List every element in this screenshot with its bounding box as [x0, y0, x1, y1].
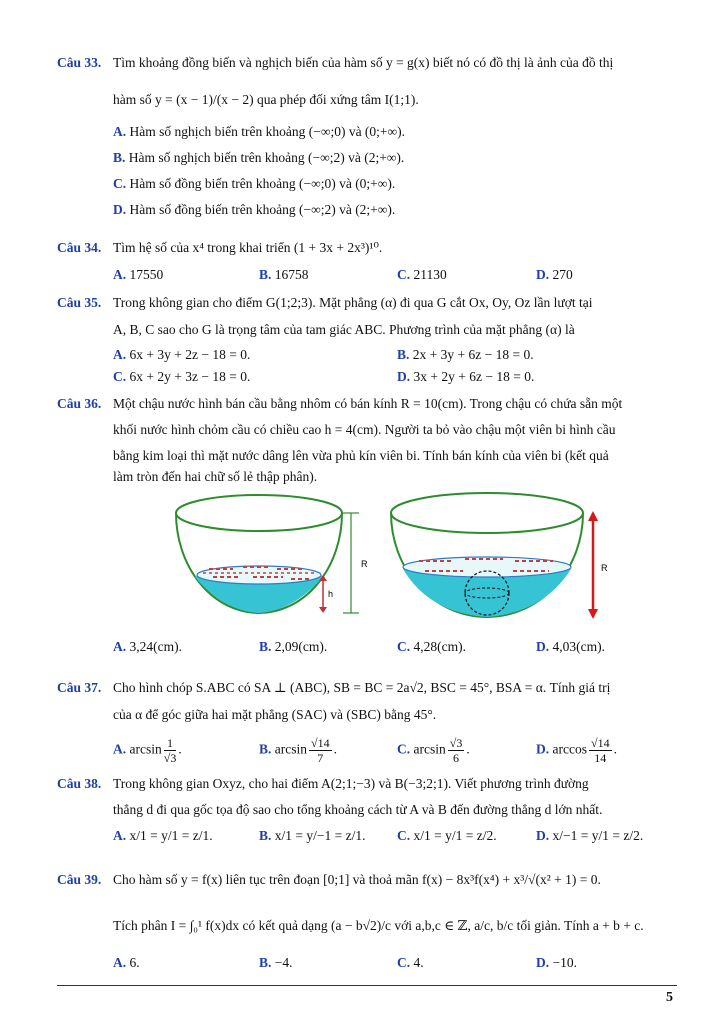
question-text: Trong không gian Oxyz, cho hai điểm A(2;1;−3) và B(−3;2;1). Viết phương trình đường	[113, 776, 589, 791]
option-b[interactable]: B. x/1 = y/−1 = z/1.	[259, 828, 366, 843]
question-label: Câu 35.	[57, 295, 102, 310]
label-h: h	[328, 589, 334, 599]
question-text: Tìm hệ số của x⁴ trong khai triển (1 + 3x + 2x³)¹⁰.	[113, 240, 383, 255]
option-d[interactable]: D. 4,03(cm).	[536, 639, 605, 654]
option-a[interactable]: A. 6x + 3y + 2z − 18 = 0.	[113, 347, 251, 362]
footer-divider	[57, 985, 677, 986]
question-text: thẳng d đi qua gốc tọa độ sao cho tổng khoảng cách từ A và B đến đường thẳng d lớn nhất.	[113, 802, 603, 817]
question-label: Câu 38.	[57, 776, 102, 791]
question-label: Câu 39.	[57, 872, 102, 887]
option-b[interactable]: B. 2,09(cm).	[259, 639, 328, 654]
question-text: Trong không gian cho điểm G(1;2;3). Mặt phẳng (α) đi qua G cắt Ox, Oy, Oz lần lượt tại	[113, 295, 593, 310]
option-d[interactable]: D. arccos $\frac{√14}{14}$ .	[536, 736, 617, 765]
option-a[interactable]: A. 17550	[113, 267, 164, 282]
question-text: khối nước hình chỏm cầu có chiều cao h = 4(cm). Người ta bỏ vào chậu một viên bi hình cầu	[113, 422, 616, 437]
question-text: bằng kim loại thì mặt nước dâng lên vừa phủ kín viên bi. Tính bán kính của viên bi (kết quả	[113, 448, 609, 463]
question-text: Tìm khoảng đồng biến và nghịch biến của hàm số y = g(x) biết nó có đồ thị là ảnh của đồ thị	[113, 55, 614, 70]
hemisphere-figure	[173, 489, 703, 629]
option-c[interactable]: C. x/1 = y/1 = z/2.	[397, 828, 497, 843]
option-c[interactable]: C. 6x + 2y + 3z − 18 = 0.	[113, 369, 251, 384]
question-text: Cho hàm số y = f(x) liên tục trên đoạn [0;1] và thoả mãn f(x) − 8x³f(x⁴) + x³/√(x² + 1) = 0.	[113, 872, 601, 887]
option-c[interactable]: C. 21130	[397, 267, 447, 282]
option-b[interactable]: B. 16758	[259, 267, 309, 282]
question-label: Câu 36.	[57, 396, 102, 411]
option-a[interactable]: A. Hàm số nghịch biến trên khoảng (−∞;0) và (0;+∞).	[113, 124, 406, 139]
option-a[interactable]: A. 3,24(cm).	[113, 639, 182, 654]
label-R-left: R	[361, 559, 368, 569]
option-a[interactable]: A. x/1 = y/1 = z/1.	[113, 828, 213, 843]
label-R-right: R	[601, 563, 608, 573]
option-b[interactable]: B. −4.	[259, 955, 293, 970]
question-text: làm tròn đến hai chữ số lẻ thập phân).	[113, 469, 318, 484]
option-c[interactable]: C. arcsin $\frac{√3}{6}$ .	[397, 736, 470, 765]
question-text: Tích phân I = ∫₀¹ f(x)dx có kết quả dạng (a − b√2)/c với a,b,c ∈ ℤ, a/c, b/c tối giản. Tính a + b + c.	[113, 918, 644, 933]
question-label: Câu 37.	[57, 680, 102, 695]
option-c[interactable]: C. Hàm số đồng biến trên khoảng (−∞;0) và (0;+∞).	[113, 176, 396, 191]
bowl-right	[391, 493, 598, 619]
question-label: Câu 34.	[57, 240, 102, 255]
option-d[interactable]: D. Hàm số đồng biến trên khoảng (−∞;2) và (2;+∞).	[113, 202, 396, 217]
option-c[interactable]: C. 4,28(cm).	[397, 639, 466, 654]
question-text: A, B, C sao cho G là trọng tâm của tam giác ABC. Phương trình của mặt phẳng (α) là	[113, 322, 575, 337]
page-number: 5	[666, 990, 673, 1005]
option-d[interactable]: D. 3x + 2y + 6z − 18 = 0.	[397, 369, 535, 384]
question-text: Một chậu nước hình bán cầu bằng nhôm có bán kính R = 10(cm). Trong chậu có chứa sẵn một	[113, 396, 623, 411]
question-text: hàm số y = (x − 1)/(x − 2) qua phép đối xứng tâm I(1;1).	[113, 92, 419, 107]
option-c[interactable]: C. 4.	[397, 955, 424, 970]
option-d[interactable]: D. 270	[536, 267, 573, 282]
question-label: Câu 33.	[57, 55, 102, 70]
question-text: Cho hình chóp S.ABC có SA ⊥ (ABC), SB = BC = 2a√2, BSC = 45°, BSA = α. Tính giá trị	[113, 680, 611, 695]
option-b[interactable]: B. Hàm số nghịch biến trên khoảng (−∞;2) và (2;+∞).	[113, 150, 405, 165]
option-b[interactable]: B. arcsin $\frac{√14}{7}$ .	[259, 736, 337, 765]
option-a[interactable]: A. arcsin $\frac{1}{√3}$ .	[113, 736, 182, 765]
option-d[interactable]: D. −10.	[536, 955, 577, 970]
question-text: của α để góc giữa hai mặt phẳng (SAC) và (SBC) bằng 45°.	[113, 707, 437, 722]
option-a[interactable]: A. 6.	[113, 955, 140, 970]
option-b[interactable]: B. 2x + 3y + 6z − 18 = 0.	[397, 347, 534, 362]
option-d[interactable]: D. x/−1 = y/1 = z/2.	[536, 828, 644, 843]
